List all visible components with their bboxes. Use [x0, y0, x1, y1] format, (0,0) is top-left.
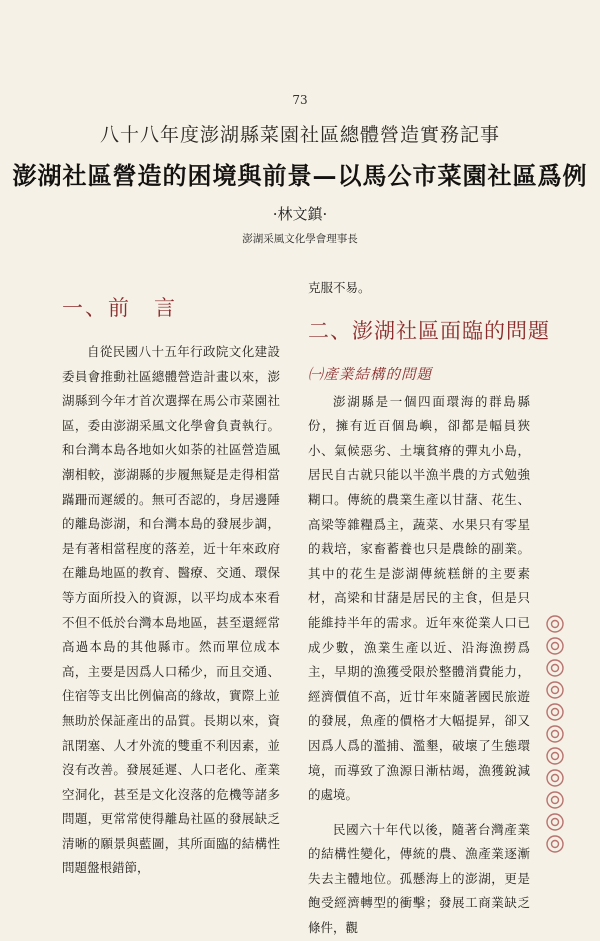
- page-number: 73: [292, 93, 308, 107]
- decorative-border-ornament: [544, 612, 566, 860]
- right-column: [308, 276, 550, 941]
- section-heading-problems: 二、澎湖社區面臨的問題: [308, 318, 550, 343]
- continuation-text: 克服不易。: [308, 280, 371, 295]
- subheading-industry-structure: ㈠產業結構的問題: [308, 366, 432, 383]
- problems-paragraph-1: 澎湖縣是一個四面環海的群島縣份，擁有近百個島嶼，卻都是幅員狹小、氣候惡劣、土壤貧瘠的彈丸小島，居民自古就只能以半漁半農的方式勉強糊口。傳統的農業生產以甘藷、花生、高梁等雜糧爲主，蔬菜、水果只有零星的栽培，家畜蓄養也只是農餘的副業。其中的花生是澎湖傳統糕餅的主要素材，高梁和甘藷是居民的主食，但是只能維持半年的需求。近年來從業人口已成少數，漁業生產以近、沿海漁撈爲主，早期的漁獲受限於整體消費能力，經濟價值不高，近廿年來隨著國民旅遊的發展，魚產的價格才大幅提昇，卻又因爲人爲的濫捕、濫墾，破壞了生態環境，而導致了漁源日漸枯竭，漁獲銳減的處境。: [308, 393, 530, 803]
- problems-paragraph-2: 民國六十年代以後，隨著台灣產業的結構性變化，傳統的農、漁產業逐漸失去主體地位。孤懸海上的澎湖，更是飽受經濟轉型的衝擊；發展工商業缺乏條件，觀: [308, 821, 530, 936]
- intro-paragraph: 自從民國八十五年行政院文化建設委員會推動社區總體營造計畫以來，澎湖縣到今年才首次選擇在馬公市菜園社區，委由澎湖采風文化學會負責執行。和台灣本島各地如火如荼的社區營造風潮相較，澎湖縣的步履無疑是走得相當蹣跚而遲緩的。無可否認的，身居邊陲的離島澎湖，和台灣本島的發展步調，是有著相當程度的落差，近十年來政府在離島地區的教育、醫療、交通、環保等方面所投入的資源，以平均成本來看不但不低於台灣本島地區，甚至還經常高過本島的其他縣市。然而單位成本高，主要是因爲人口稀少，而且交通、住宿等支出比例偏高的緣故，實際上並無助於保証產出的品質。長期以來，資訊閉塞、人才外流的雙重不利因素，並沒有改善。發展延遲、人口老化、產業空洞化，甚至是文化沒落的危機等諸多問題，更常常使得離島社區的發展缺乏清晰的願景與藍圖，其所面臨的結構性問題盤根錯節，: [62, 344, 280, 876]
- article-title: 澎湖社區營造的困境與前景—以馬公市菜園社區爲例: [12, 161, 588, 190]
- section-heading-intro: 一、前 言: [62, 296, 177, 320]
- author-affiliation: 澎湖采風文化學會理事長: [242, 233, 358, 245]
- author-name: ·林文鎮·: [272, 205, 328, 223]
- series-title: 八十八年度澎湖縣菜園社區總體營造實務記事: [99, 124, 500, 146]
- left-column: [62, 292, 280, 881]
